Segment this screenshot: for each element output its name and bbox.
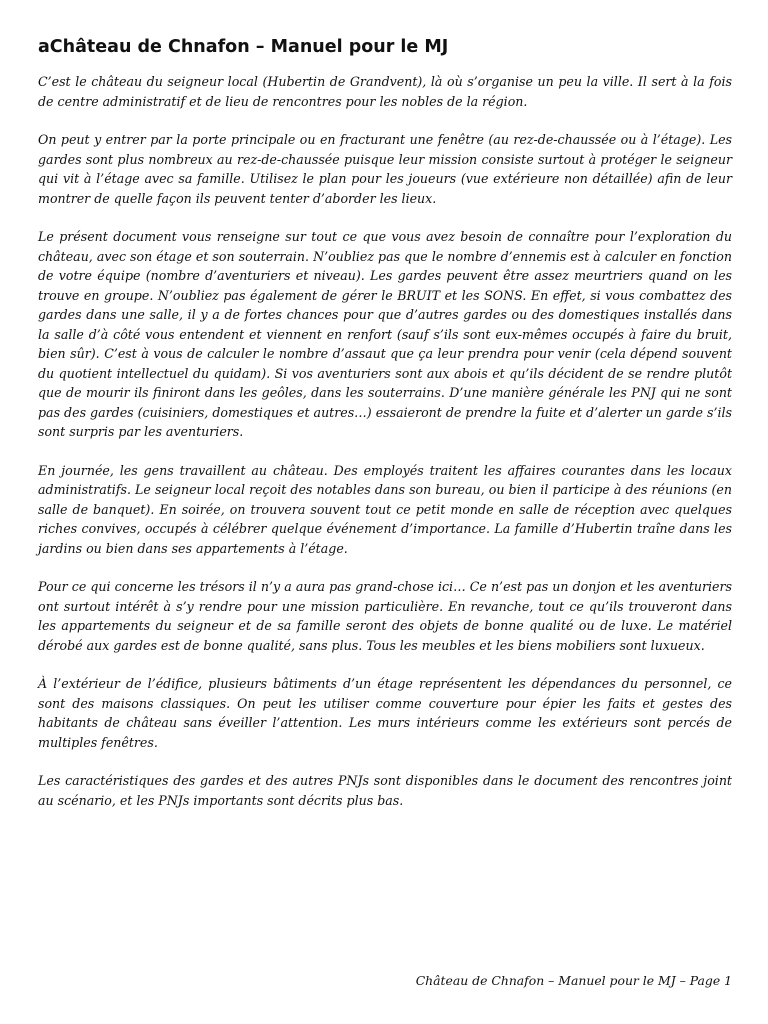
paragraph-treasures: Pour ce qui concerne les trésors il n’y a aura pas grand-chose ici… Ce n’est pas un donjon et les aventuriers ont surtout intérêt à s’y rendre pour une mission particulière. En revanche, tout ce qu’ils trouveront dans les appartements du seigneur et de sa famille seront des objets de bonne qualité ou de luxe. Le matériel dérobé aux gardes est de bonne qualité, sans plus. Tous les meubles et les biens mobiliers sont luxueux. — [38, 579, 732, 653]
paragraph-exterior: À l’extérieur de l’édifice, plusieurs bâtiments d’un étage représentent les dépendances du personnel, ce sont des maisons classiques. On peut les utiliser comme couverture pour épier les faits et gestes des habitants de château sans éveiller l’attention. Les murs intérieurs comme les extérieurs sont percés de multiples fenêtres. — [38, 676, 732, 750]
paragraph-exploration: Le présent document vous renseigne sur tout ce que vous avez besoin de connaître pour l’exploration du château, avec son étage et son souterrain. N’oubliez pas que le nombre d’ennemis est à calculer en fonction de votre équipe (nombre d’aventuriers et niveau). Les gardes peuvent être assez meurtriers quand on les trouve en groupe. N’oubliez pas également de gérer le BRUIT et les SONS. En effet, si vous combattez des gardes dans une salle, il y a de fortes chances pour que d’autres gardes ou des domestiques installés dans la salle d’à côté vous entendent et viennent en renfort (sauf s’ils sont eux-mêmes occupés à faire du bruit, bien sûr). C’est à vous de calculer le nombre d’assaut que ça leur prendra pour venir (cela dépend souvent du quotient intellectuel du quidam). Si vos aventuriers sont aux abois et qu’ils décident de se rendre plutôt que de mourir ils finiront dans les geôles, dans les souterrains. D’une manière générale les PNJ qui ne sont pas des gardes (cuisiniers, domestiques et autres…) essaieront de prendre la fuite et d’alerter un garde s’ils sont surpris par les aventuriers. — [38, 229, 732, 439]
paragraph-intro: C’est le château du seigneur local (Hubertin de Grandvent), là où s’organise un peu la ville. Il sert à la fois de centre administratif et de lieu de rencontres pour les nobles de la région. — [38, 74, 732, 109]
paragraph-daily-life: En journée, les gens travaillent au château. Des employés traitent les affaires courantes dans les locaux administratifs. Le seigneur local reçoit des notables dans son bureau, ou bien il participe à des réunions (en salle de banquet). En soirée, on trouvera souvent tout ce petit monde en salle de réception avec quelques riches convives, occupés à célébrer quelque événement d’importance. La famille d’Hubertin traîne dans les jardins ou bien dans ses appartements à l’étage. — [38, 462, 732, 556]
paragraph-entry: On peut y entrer par la porte principale ou en fracturant une fenêtre (au rez-de-chaussée ou à l’étage). Les gardes sont plus nombreux au rez-de-chaussée puisque leur mission consiste surtout à protéger le seigneur qui vit à l’étage avec sa famille. Utilisez le plan pour les joueurs (vue extérieure non détaillée) afin de leur montrer de quelle façon ils peuvent tenter d’aborder les lieux. — [38, 132, 732, 206]
page-footer: Château de Chnafon – Manuel pour le MJ – Page 1 — [415, 973, 732, 988]
document-title: aChâteau de Chnafon – Manuel pour le MJ — [38, 37, 449, 57]
document-page — [38, 36, 732, 829]
paragraph-npcs: Les caractéristiques des gardes et des autres PNJs sont disponibles dans le document des rencontres joint au scénario, et les PNJs importants sont décrits plus bas. — [38, 773, 732, 808]
